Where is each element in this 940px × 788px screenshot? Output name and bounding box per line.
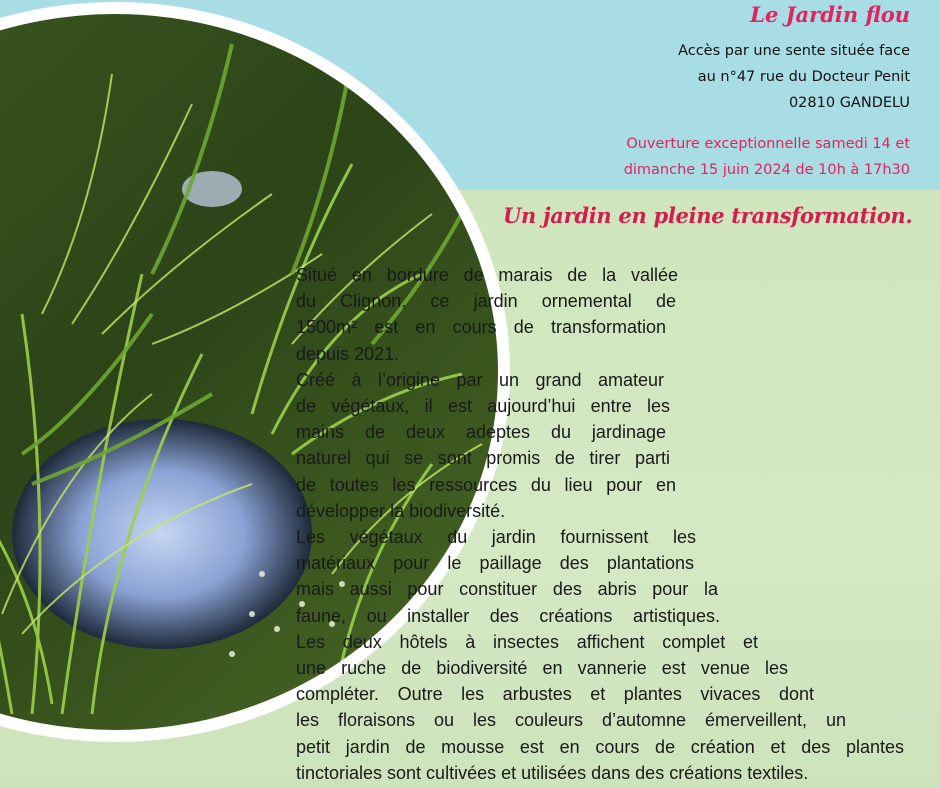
body-line: une ruche de biodiversité en vannerie est venue les: [296, 658, 788, 679]
body-line: mais aussi pour constituer des abris pour la: [296, 579, 718, 600]
body-line: de végétaux, il est aujourd’hui entre les: [296, 396, 670, 417]
body-line: faune, ou installer des créations artistiques.: [296, 605, 720, 626]
article-body: [296, 262, 904, 786]
article-subtitle: Un jardin en pleine transformation.: [503, 203, 913, 228]
address-line: Accès par une sente située face: [678, 43, 910, 59]
opening-line: dimanche 15 juin 2024 de 10h à 17h30: [623, 162, 910, 178]
body-line: naturel qui se sont promis de tirer parti: [296, 448, 670, 469]
address-line: 02810 GANDELU: [788, 95, 910, 111]
address-line: au n°47 rue du Docteur Penit: [697, 69, 910, 85]
body-line: mains de deux adeptes du jardinage: [296, 422, 666, 443]
body-line: tinctoriales sont cultivées et utilisées dans des créations textiles.: [296, 762, 809, 783]
body-line: Les végétaux du jardin fournissent les: [296, 527, 696, 548]
address-block: [678, 38, 910, 116]
body-line: Situé en bordure de marais de la vallée: [296, 265, 678, 285]
body-line: compléter. Outre les arbustes et plantes vivaces dont: [296, 684, 814, 705]
body-line: 1500m² est en cours de transformation: [296, 317, 666, 338]
body-line: petit jardin de mousse est en cours de création et des plantes: [296, 736, 904, 757]
body-line: les floraisons ou les couleurs d’automne émerveillent, un: [296, 710, 846, 731]
opening-line: Ouverture exceptionnelle samedi 14 et: [626, 136, 910, 152]
body-line: Créé à l’origine par un grand amateur: [296, 369, 664, 390]
body-line: matériaux pour le paillage des plantations: [296, 553, 694, 574]
body-line: Les deux hôtels à insectes affichent complet et: [296, 631, 758, 652]
garden-title: Le Jardin flou: [750, 2, 910, 27]
body-line: de toutes les ressources du lieu pour en: [296, 474, 676, 495]
body-line: développer la biodiversité.: [296, 500, 506, 521]
opening-notice: [550, 131, 910, 183]
body-line: depuis 2021.: [296, 343, 400, 364]
body-line: du Clignon, ce jardin ornemental de: [296, 291, 676, 312]
